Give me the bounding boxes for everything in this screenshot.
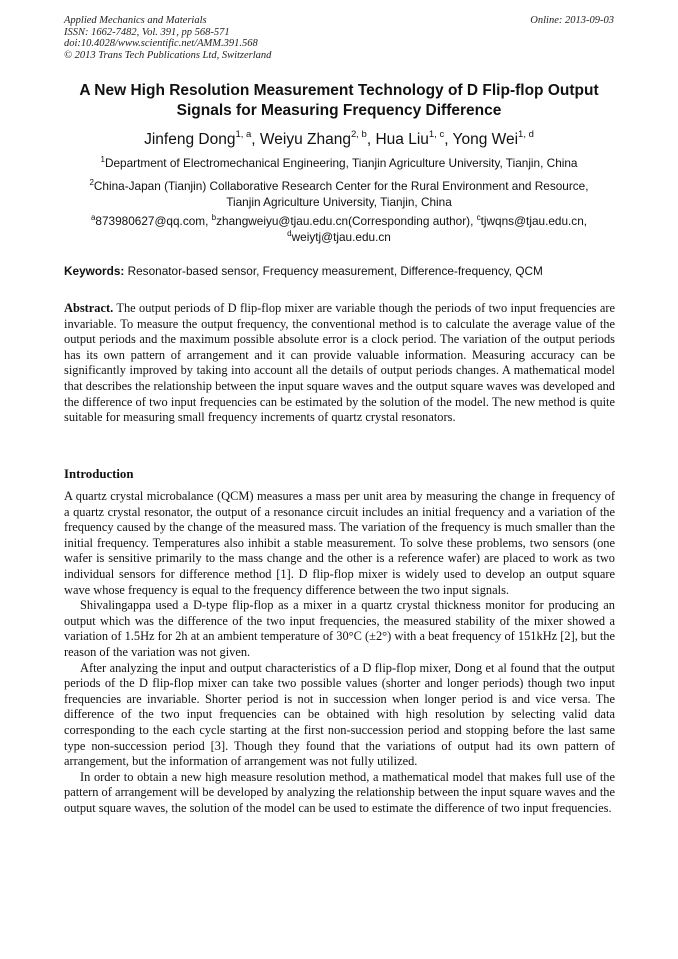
online-date: Online: 2013-09-03 bbox=[530, 15, 614, 26]
title-line-1: A New High Resolution Measurement Technology of D Flip-flop Output bbox=[79, 82, 599, 99]
email-address[interactable]: 873980627@qq.com, bbox=[95, 214, 212, 228]
author-name: Jinfeng Dong bbox=[144, 131, 236, 148]
copyright-line: © 2013 Trans Tech Publications Ltd, Switzerland bbox=[64, 49, 272, 61]
email-mark: c bbox=[476, 213, 481, 222]
issn-line: ISSN: 1662-7482, Vol. 391, pp 568-571 bbox=[64, 26, 230, 38]
affiliation-text: Department of Electromechanical Engineering, Tianjin Agriculture University, Tianjin, China bbox=[104, 156, 578, 170]
title-line-2: Signals for Measuring Frequency Difference bbox=[176, 102, 502, 119]
journal-name: Applied Mechanics and Materials bbox=[64, 15, 207, 26]
author-affiliation-mark: 1, c bbox=[428, 129, 445, 140]
email-mark: a bbox=[90, 213, 96, 222]
author-name: Hua Liu bbox=[375, 131, 429, 148]
author-list bbox=[40, 130, 638, 150]
author-name: Weiyu Zhang bbox=[259, 131, 351, 148]
author-affiliation-mark: 1, a bbox=[235, 129, 252, 140]
keywords bbox=[64, 264, 616, 279]
affiliation-mark: 2 bbox=[89, 178, 94, 187]
author-separator: , bbox=[366, 131, 376, 148]
email-mark: d bbox=[287, 228, 292, 238]
affiliation-text: China-Japan (Tianjin) Collaborative Research Center for the Rural Environment and Resource, bbox=[93, 179, 589, 193]
affiliation-mark: 1 bbox=[100, 155, 105, 164]
affiliation-2 bbox=[50, 179, 628, 210]
author-name: Yong Wei bbox=[452, 131, 519, 148]
doi-line: doi:10.4028/www.scientific.net/AMM.391.568 bbox=[64, 38, 258, 49]
journal-header bbox=[64, 15, 616, 61]
affiliation-text: Tianjin Agriculture University, Tianjin, China bbox=[226, 194, 452, 209]
keywords-label: Keywords: bbox=[64, 264, 125, 278]
abstract bbox=[64, 301, 615, 426]
email-list bbox=[50, 214, 628, 245]
paragraph: After analyzing the input and output characteristics of a D flip-flop mixer, Dong et al found that the output periods of the D flip-flop mixer can take two possible values (shorter and longer periods) though two input frequencies are invariable. Shorter period is not in succession when longer period is and vice versa. The difference of the two input frequencies can be obtained with high resolution by selecting valid data corresponding to the each cycle starting at the first non-succession period and stopping before the last same type non-succession period [3]. Though they found that the variations of output had its own pattern of arrangement, but the information of arrangement was not fully utilized. bbox=[64, 660, 615, 769]
email-address[interactable]: zhangweiyu@tjau.edu.cn(Corresponding author), bbox=[216, 214, 477, 228]
author-separator: , bbox=[444, 131, 453, 148]
abstract-label: Abstract. bbox=[64, 301, 114, 315]
paragraph: Shivalingappa used a D-type flip-flop as a mixer in a quartz crystal thickness monitor for producing an output which was the difference of the two input frequencies, the measured stability of the mixer showed a variation of 1.5Hz for 2h at an ambient temperature of 30°C (±2°) with a beat frequency of 151kHz [2], but the reason of the variation was not given. bbox=[64, 598, 615, 659]
affiliation-1 bbox=[50, 156, 628, 172]
author-affiliation-mark: 2, b bbox=[350, 129, 367, 140]
email-address[interactable]: tjwqns@tjau.edu.cn, bbox=[480, 214, 588, 228]
paragraph: In order to obtain a new high measure resolution method, a mathematical model that makes full use of the pattern of arrangement will be developed by analyzing the relationship between the input square waves and the output square waves, the solution of the model can be used to estimate the difference of two input frequencies. bbox=[64, 769, 615, 815]
abstract-text: The output periods of D flip-flop mixer are variable though the periods of two input frequencies are invariable. To measure the output frequency, the conventional method is to calculate the average value of the output periods and the maximum possible absolute error is a clock period. The variation of the output periods has its own pattern of arrangement and it can provide valuable information. Measuring accuracy can be significantly improved by taking into account all the details of output periods changes. A mathematical model that describes the relationship between the input square waves and the output square waves was developed and the difference of two input frequencies can be estimated by the solution of the model. The new method is quite suitable for measuring small frequency increments of quartz crystal resonators. bbox=[64, 301, 615, 425]
paper-title bbox=[40, 81, 638, 121]
section-heading-introduction: Introduction bbox=[64, 467, 134, 481]
introduction-body bbox=[64, 489, 615, 816]
author-affiliation-mark: 1, d bbox=[518, 129, 534, 140]
keywords-text: Resonator-based sensor, Frequency measurement, Difference-frequency, QCM bbox=[124, 264, 543, 278]
author-separator: , bbox=[251, 131, 260, 148]
email-address[interactable]: weiytj@tjau.edu.cn bbox=[291, 229, 391, 244]
paragraph: A quartz crystal microbalance (QCM) measures a mass per unit area by measuring the change in frequency of a quartz crystal resonator, the output of a resonance circuit includes an initial frequency and a variation of the frequency caused by the change of the measured mass. The variation of the frequency is much smaller than the initial frequency. Temperatures also inhibit a stable measurement. To solve these problems, two sensors (one wafer is sensitive primarily to the mass change and the other is a reference wafer) are placed to work as two individual sensors for difference method [1]. D flip-flop mixer is widely used to develop an output square wave whose frequency is equal to the frequency difference between the two input signals. bbox=[64, 489, 615, 597]
email-mark: b bbox=[211, 213, 217, 222]
